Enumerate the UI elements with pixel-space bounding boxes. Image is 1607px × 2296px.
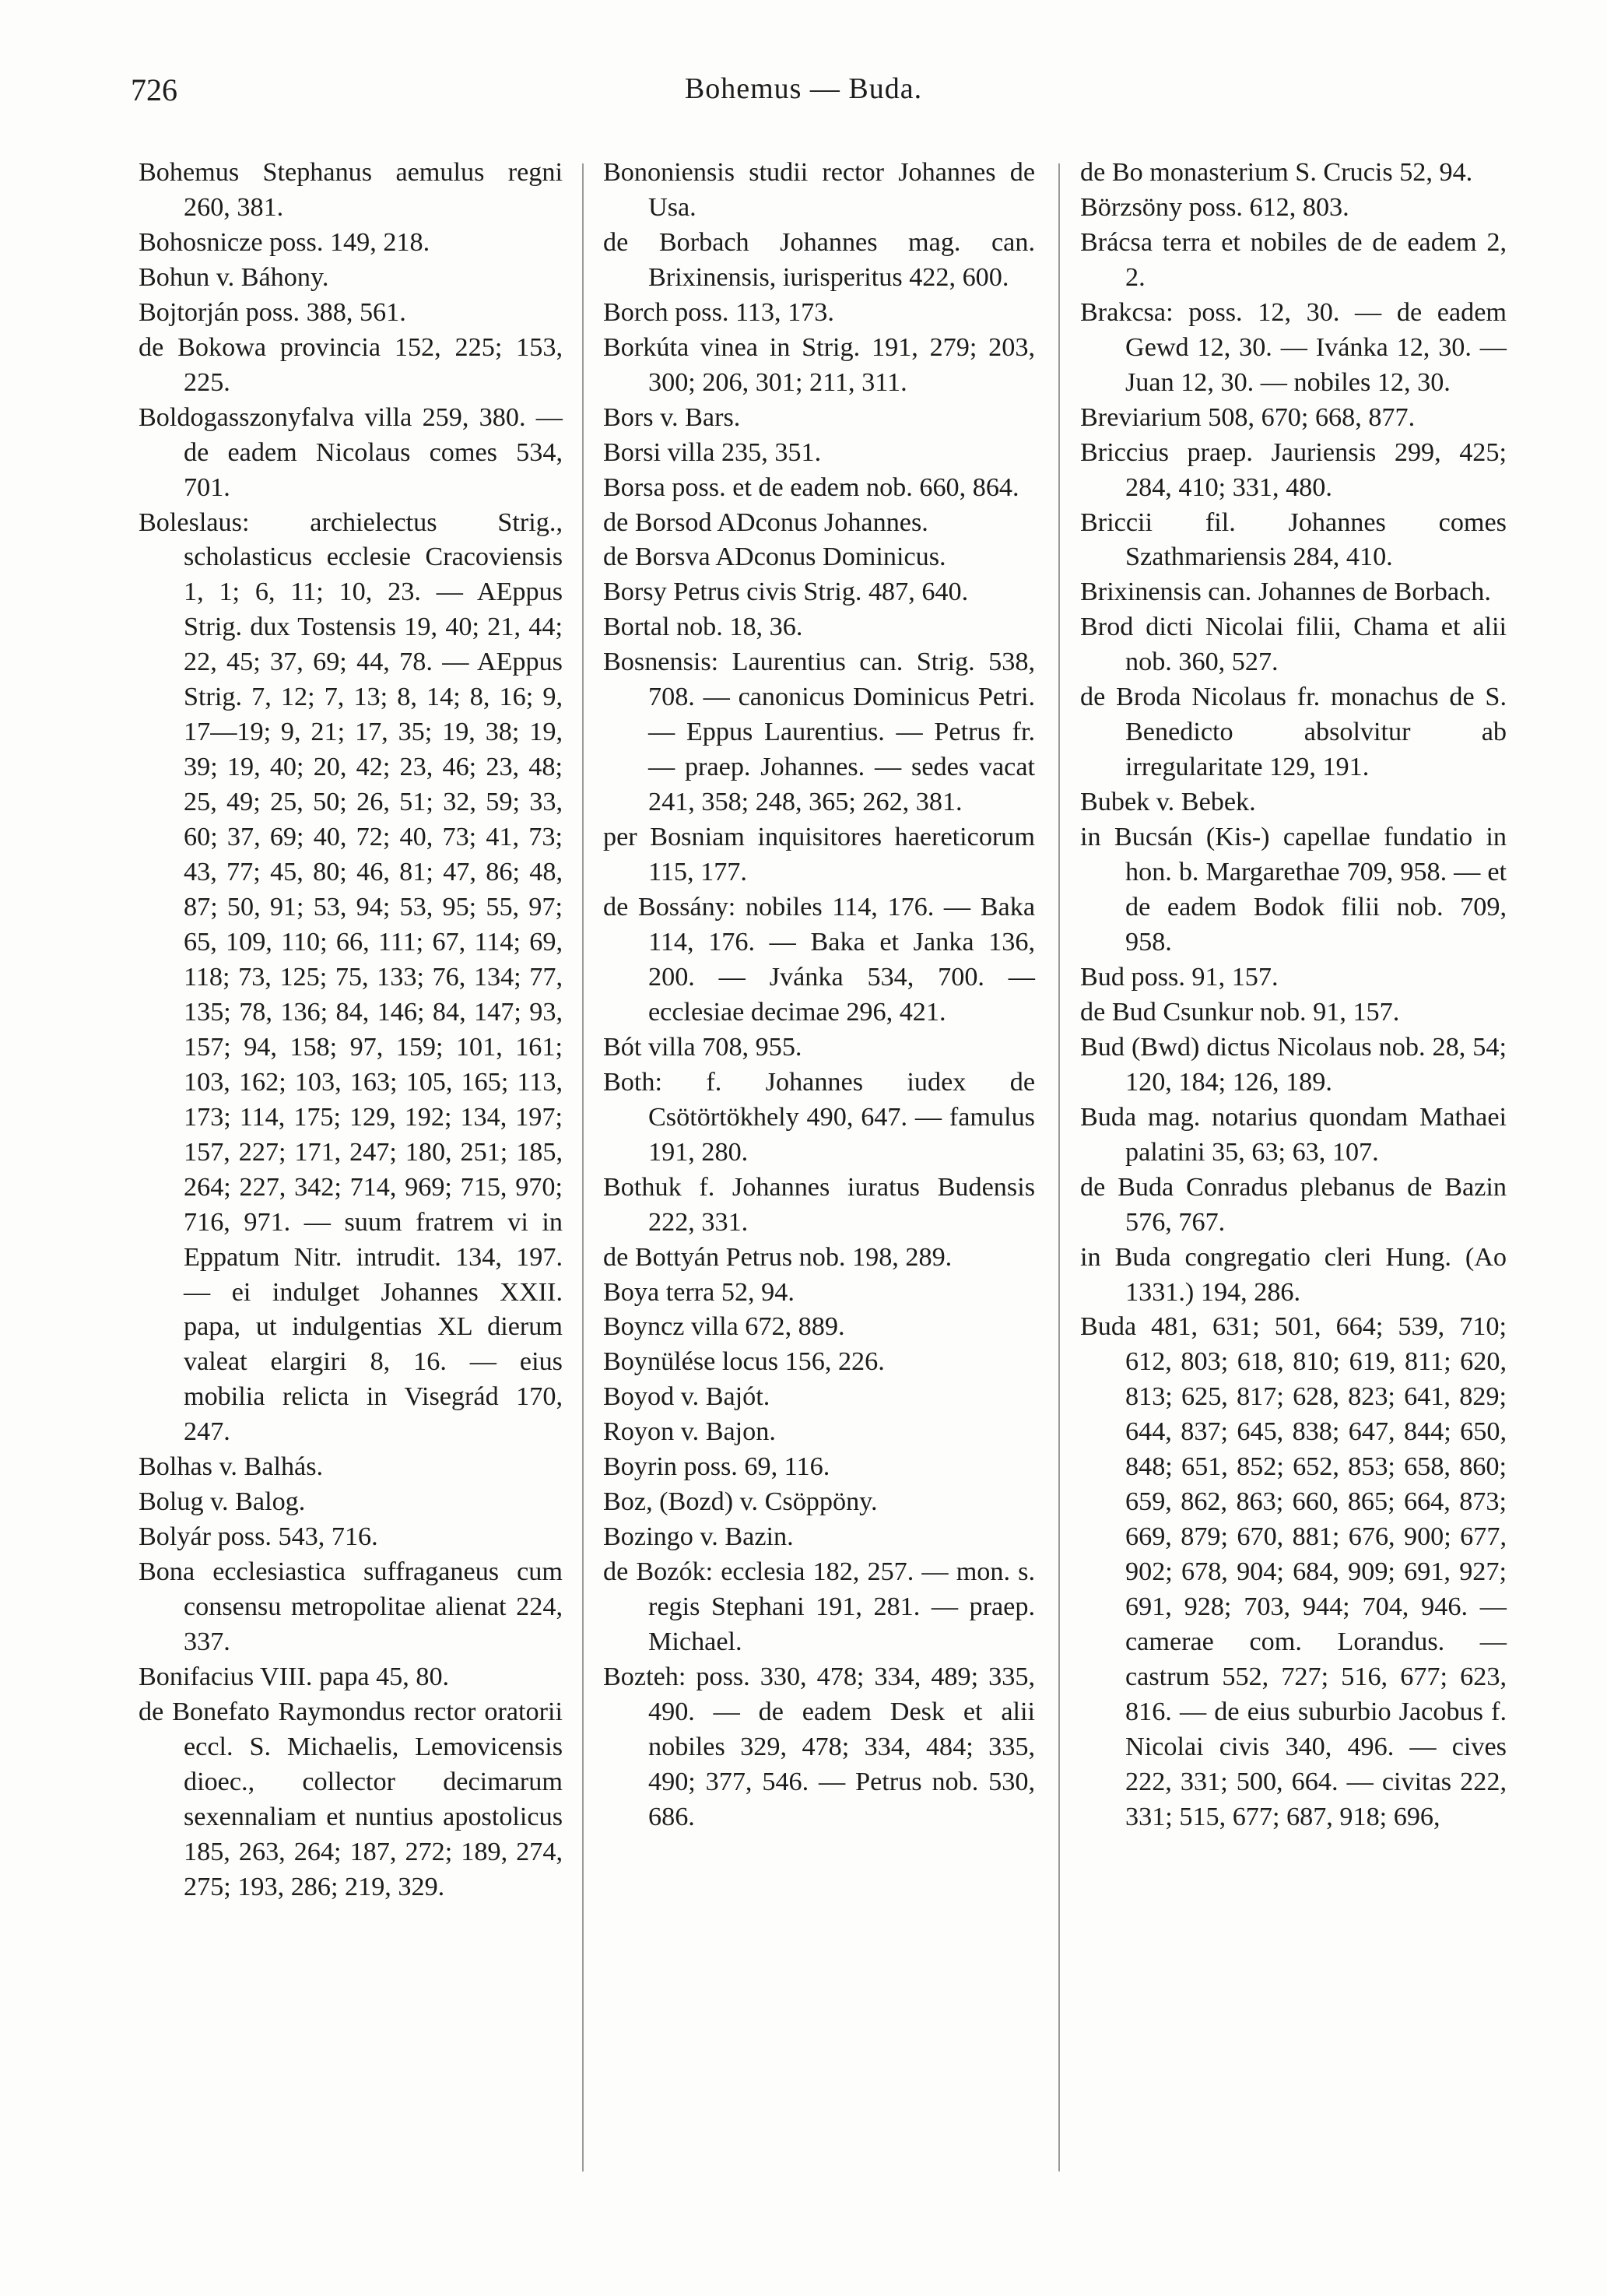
index-entry: Brod dicti Nicolai filii, Chama et alii nob. 360, 527. [1080,613,1507,677]
index-entry: Bosnensis: Laurentius can. Strig. 538, 708. — canonicus Dominicus Petri. — Eppus Laurentius. — Petrus fr. — praep. Johannes. — sedes vacat 241, 358; 248, 365; 262, 381. [603,648,1035,817]
index-entry: Bud poss. 91, 157. [1080,962,1279,992]
column-divider [1058,163,1060,2171]
index-entry: de Broda Nicolaus fr. monachus de S. Benedicto absolvitur ab irregularitate 129, 191. [1080,683,1507,782]
index-entry: Bozingo v. Bazin. [603,1522,794,1552]
index-entry: in Buda congregatio cleri Hung. (Ao 1331.) 194, 286. [1080,1242,1507,1307]
index-entry: Bót villa 708, 955. [603,1032,802,1062]
index-entry: Boyrin poss. 69, 116. [603,1452,830,1482]
index-entry: Boyncz villa 672, 889. [603,1312,845,1342]
index-entry: de Bonefato Raymondus rector oratorii eccl. S. Michaelis, Lemovicensis dioec., collector decimarum sexennaliam et nuntius apostolicus 185, 263, 264; 187, 272; 189, 274, 275; 193, 286; 219, 329. [139,1697,563,1901]
index-entry: de Buda Conradus plebanus de Bazin 576, 767. [1080,1172,1507,1237]
index-entry: Bolhas v. Balhás. [139,1452,324,1482]
index-entry: Bona ecclesiastica suffraganeus cum consensu metropolitae alienat 224, 337. [139,1557,563,1657]
index-entry: Borsa poss. et de eadem nob. 660, 864. [603,472,1019,502]
index-entry: Borsy Petrus civis Strig. 487, 640. [603,578,969,607]
running-head: Bohemus — Buda. [684,72,923,105]
index-entry: Bolug v. Balog. [139,1487,306,1517]
index-entry: Bubek v. Bebek. [1080,788,1256,817]
index-entry: Bortal nob. 18, 36. [603,613,803,642]
index-entry: Bud (Bwd) dictus Nicolaus nob. 28, 54; 120, 184; 126, 189. [1080,1032,1507,1097]
index-entry: Buda 481, 631; 501, 664; 539, 710; 612, 803; 618, 810; 619, 811; 620, 813; 625, 817; 628, 823; 641, 829; 644, 837; 645, 838; 647, 844; 650, 848; 651, 852; 652, 853; 658, 860; 659, 862, 863; 660, 865; 664, 873; 669, 879; 670, 881; 676, 900; 677, 902; 678, 904; 684, 909; 691, 927; 691, 928; 703, 944; 704, 946. — camerae com. Lorandus. — castrum 552, 727; 516, 677; 623, 816. — de eius suburbio Jacobus f. Nicolai civis 340, 496. — cives 222, 331; 500, 664. — civitas 222, 331; 515, 677; 687, 918; 696, [1080,1312,1507,1831]
index-entry: de Bozók: ecclesia 182, 257. — mon. s. regis Stephani 191, 281. — praep. Michael. [603,1557,1035,1657]
index-entry: Brakcsa: poss. 12, 30. — de eadem Gewd 12, 30. — Ivánka 12, 30. — Juan 12, 30. — nobiles 12, 30. [1080,297,1507,397]
index-entry: Briccii fil. Johannes comes Szathmariensis 284, 410. [1080,507,1507,572]
index-entry: Bohun v. Báhony. [139,262,329,292]
index-entry: Buda mag. notarius quondam Mathaei palatini 35, 63; 63, 107. [1080,1102,1507,1167]
index-entry: Briccius praep. Jauriensis 299, 425; 284, 410; 331, 480. [1080,437,1507,502]
index-entry: Boleslaus: archielectus Strig., scholasticus ecclesie Cracoviensis 1, 1; 6, 11; 10, 23. — AEppus Strig. dux Tostensis 19, 40; 21, 44; 22, 45; 37, 69; 44, 78. — AEppus Strig. 7, 12; 7, 13; 8, 14; 8, 16; 9, 17—19; 9, 21; 17, 35; 19, 38; 19, 39; 19, 40; 20, 42; 23, 46; 23, 48; 25, 49; 25, 50; 26, 51; 32, 59; 33, 60; 37, 69; 40, 72; 40, 73; 41, 73; 43, 77; 45, 80; 46, 81; 47, 86; 48, 87; 50, 91; 53, 94; 53, 95; 55, 97; 65, 109, 110; 66, 111; 67, 114; 69, 118; 73, 125; 75, 133; 76, 134; 77, 135; 78, 136; 84, 146; 84, 147; 93, 157; 94, 158; 97, 159; 101, 161; 103, 162; 103, 163; 105, 165; 113, 173; 114, 175; 129, 192; 134, 197; 157, 227; 171, 247; 180, 251; 185, 264; 227, 342; 714, 969; 715, 970; 716, 971. — suum fratrem vi in Eppatum Nitr. intrudit. 134, 197. — ei indulget Johannes XXII. papa, ut indulgentias XL dierum valeat elargiri 8, 16. — eius mobilia relicta in Visegrád 170, 247. [139,507,563,1447]
column-divider [582,163,584,2171]
index-entry: Boldogasszonyfalva villa 259, 380. — de eadem Nicolaus comes 534, 701. [139,402,563,502]
index-column-1 [139,156,563,1905]
index-entry: Bononiensis studii rector Johannes de Usa. [603,158,1035,222]
index-entry: Börzsöny poss. 612, 803. [1080,192,1349,222]
index-entry: de Bottyán Petrus nob. 198, 289. [603,1242,953,1272]
index-entry: Bozteh: poss. 330, 478; 334, 489; 335, 490. — de eadem Desk et alii nobiles 329, 478; 334, 484; 335, 490; 377, 546. — Petrus nob. 530, 686. [603,1662,1035,1831]
index-entry: Both: f. Johannes iudex de Csötörtökhely 490, 647. — famulus 191, 280. [603,1067,1035,1167]
index-entry: per Bosniam inquisitores haereticorum 115, 177. [603,823,1035,887]
index-entry: Bohosnicze poss. 149, 218. [139,227,430,257]
index-entry: Bothuk f. Johannes iuratus Budensis 222, 331. [603,1172,1035,1237]
index-entry: de Borsod ADconus Johannes. [603,507,928,537]
index-entry: Boya terra 52, 94. [603,1277,795,1307]
index-entry: Bohemus Stephanus aemulus regni 260, 381. [139,158,563,222]
index-entry: Boz, (Bozd) v. Csöppöny. [603,1487,878,1517]
index-entry: Boyod v. Bajót. [603,1382,770,1412]
index-entry: Bolyár poss. 543, 716. [139,1522,378,1552]
index-entry: Brixinensis can. Johannes de Borbach. [1080,578,1491,607]
index-entry: de Bokowa provincia 152, 225; 153, 225. [139,332,563,397]
index-entry: Borsi villa 235, 351. [603,437,822,467]
index-entry: Bors v. Bars. [603,402,741,432]
index-entry: Bonifacius VIII. papa 45, 80. [139,1662,450,1691]
index-column-2 [603,156,1035,1835]
index-entry: de Bossány: nobiles 114, 176. — Baka 114, 176. — Baka et Janka 136, 200. — Jvánka 534, 700. — ecclesiae decimae 296, 421. [603,893,1035,1027]
index-entry: Borkúta vinea in Strig. 191, 279; 203, 300; 206, 301; 211, 311. [603,332,1035,397]
index-entry: Borch poss. 113, 173. [603,297,834,327]
index-entry: de Bo monasterium S. Crucis 52, 94. [1080,158,1473,187]
index-entry: Boynülése locus 156, 226. [603,1347,885,1377]
index-entry: Breviarium 508, 670; 668, 877. [1080,402,1416,432]
index-entry: de Borsva ADconus Dominicus. [603,542,946,572]
index-entry: Royon v. Bajon. [603,1417,776,1447]
index-entry: de Bud Csunkur nob. 91, 157. [1080,997,1400,1027]
index-entry: Bojtorján poss. 388, 561. [139,297,406,327]
page-number: 726 [131,72,177,107]
index-entry: de Borbach Johannes mag. can. Brixinensis, iurisperitus 422, 600. [603,227,1035,292]
index-column-3 [1080,156,1507,1835]
index-entry: in Bucsán (Kis-) capellae fundatio in hon. b. Margarethae 709, 958. — et de eadem Bodok filii nob. 709, 958. [1080,823,1507,957]
index-entry: Brácsa terra et nobiles de de eadem 2, 2. [1080,227,1507,292]
